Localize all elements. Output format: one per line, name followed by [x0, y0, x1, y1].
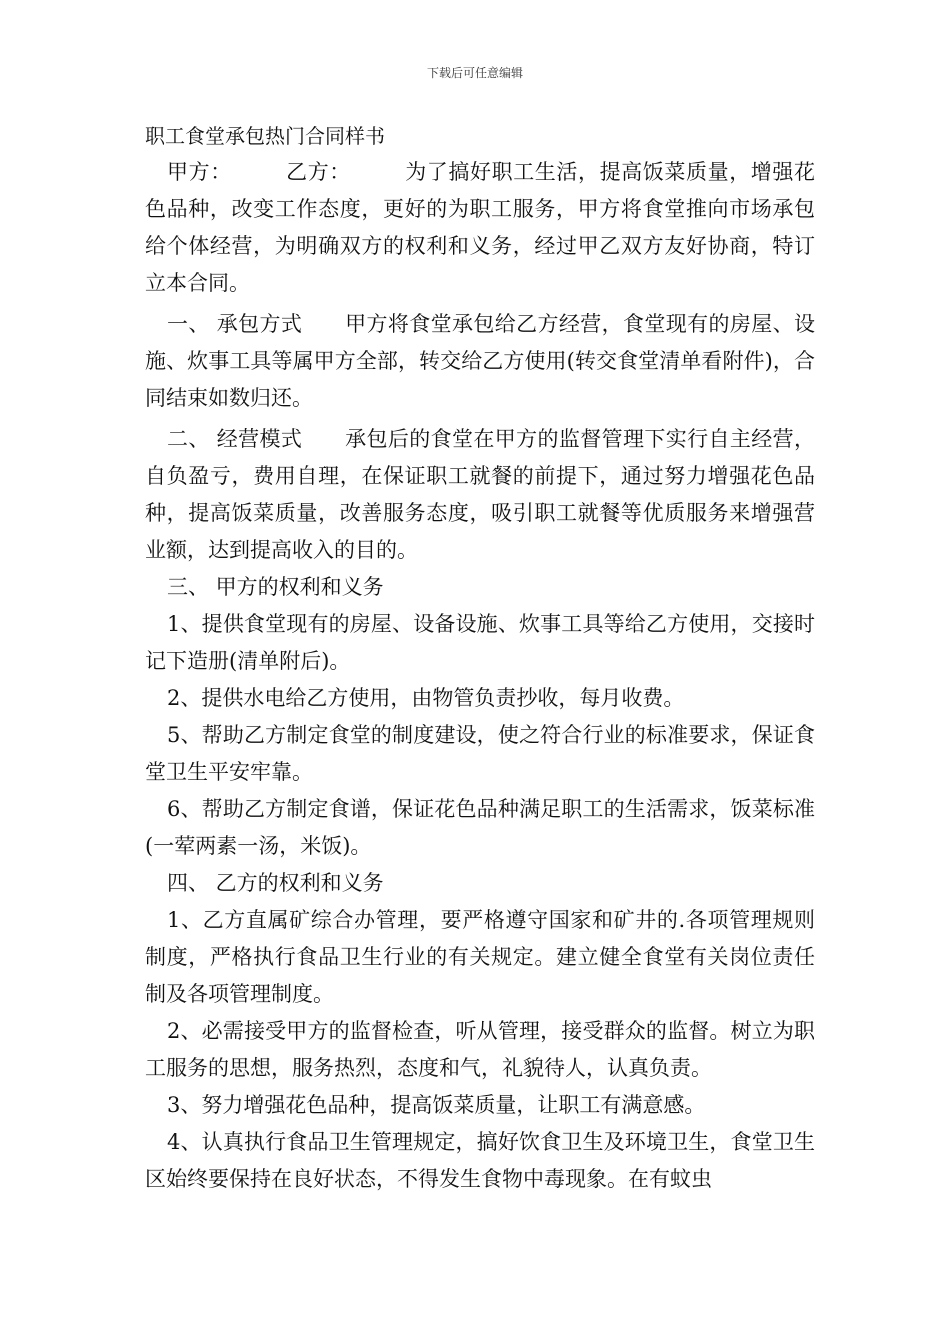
- list-item: 1、提供食堂现有的房屋、设备设施、炊事工具等给乙方使用，交接时记下造册(清单附后)。: [145, 612, 815, 673]
- section-contract-method: 一、 承包方式 甲方将食堂承包给乙方经营，食堂现有的房屋、设施、炊事工具等属甲方全部，转交给乙方使用(转交食堂清单看附件)，合同结束如数归还。: [145, 312, 815, 410]
- section-heading-party-b: 四、 乙方的权利和义务: [167, 871, 384, 895]
- section-operation-mode: 二、 经营模式 承包后的食堂在甲方的监督管理下实行自主经营，自负盈亏，费用自理，在保证职工就餐的前提下，通过努力增强花色品种，提高饭菜质量，改善服务态度，吸引职工就餐等优质服务来增强营业额，达到提高收入的目的。: [145, 427, 815, 562]
- document-body: [145, 118, 815, 1198]
- list-item: 2、提供水电给乙方使用，由物管负责抄收，每月收费。: [167, 686, 685, 710]
- list-item: 1、乙方直属矿综合办管理，要严格遵守国家和矿井的.各项管理规则制度，严格执行食品卫生行业的有关规定。建立健全食堂有关岗位责任制及各项管理制度。: [145, 908, 815, 1006]
- paragraph-intro: 甲方： 乙方： 为了搞好职工生活，提高饭菜质量，增强花色品种，改变工作态度，更好的为职工服务，甲方将食堂推向市场承包给个体经营，为明确双方的权利和义务，经过甲乙双方友好协商，特订立本合同。: [145, 160, 815, 295]
- list-item: 2、必需接受甲方的监督检查，听从管理，接受群众的监督。树立为职工服务的思想，服务热烈，态度和气，礼貌待人，认真负责。: [145, 1019, 815, 1080]
- list-item: 4、认真执行食品卫生管理规定，搞好饮食卫生及环境卫生，食堂卫生区始终要保持在良好状态，不得发生食物中毒现象。在有蚊虫: [145, 1130, 815, 1191]
- list-item: 5、帮助乙方制定食堂的制度建设，使之符合行业的标准要求，保证食堂卫生平安牢靠。: [145, 723, 815, 784]
- list-item: 3、努力增强花色品种，提高饭菜质量，让职工有满意感。: [167, 1093, 706, 1117]
- section-heading-party-a: 三、 甲方的权利和义务: [167, 575, 384, 599]
- list-item: 6、帮助乙方制定食谱，保证花色品种满足职工的生活需求，饭菜标准(一荤两素一汤，米饭)。: [145, 797, 815, 858]
- page-header: 下载后可任意编辑: [426, 66, 523, 80]
- document-title: 职工食堂承包热门合同样书: [145, 124, 385, 148]
